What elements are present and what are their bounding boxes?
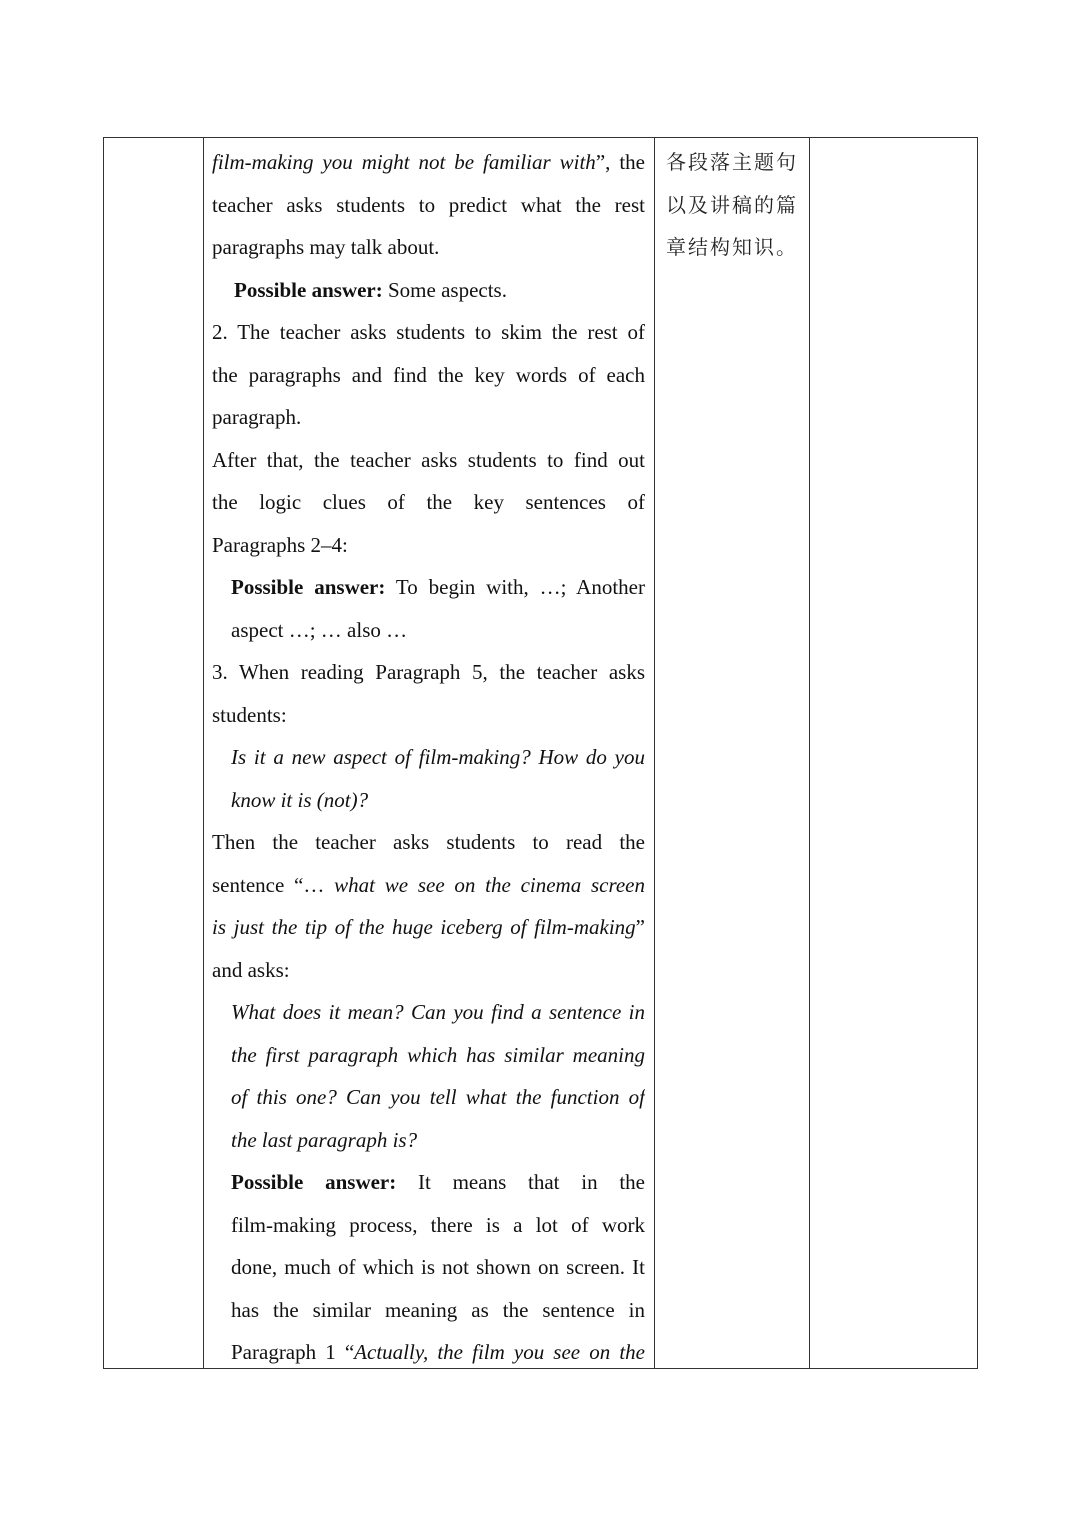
- text-span: Some aspects.: [382, 277, 507, 302]
- text-span: Then the teacher asks students to read the: [212, 830, 645, 854]
- purpose-line: 以及讲稿的篇: [666, 192, 798, 217]
- text-span: the paragraphs and find the key words of each: [212, 362, 645, 387]
- text-line: [212, 1076, 645, 1119]
- text-span: and asks:: [212, 957, 290, 982]
- text-line: [212, 1161, 645, 1204]
- bold-label: Possible answer:: [234, 277, 383, 302]
- text-line: [212, 779, 645, 822]
- text-line: [212, 1246, 645, 1289]
- table-cell-step: [104, 138, 204, 1368]
- text-line: [212, 906, 645, 949]
- text-span: paragraph.: [212, 405, 302, 429]
- text-span: done, much of which is not shown on screen. It: [231, 1255, 645, 1279]
- italic-text: Actually, the film you see on the: [354, 1340, 645, 1364]
- text-line: [212, 736, 645, 779]
- text-line: [212, 1204, 645, 1247]
- bold-label: Possible answer:: [231, 575, 386, 599]
- italic-text: the last paragraph is?: [231, 1127, 418, 1152]
- text-span: 3. When reading Paragraph 5, the teacher asks: [212, 660, 645, 684]
- purpose-line: 各段落主题句: [666, 150, 798, 174]
- text-span: Paragraphs 2–4:: [212, 532, 348, 557]
- text-line: [212, 651, 645, 694]
- text-span: paragraphs may talk about.: [212, 235, 440, 259]
- text-span: sentence “…: [212, 872, 335, 897]
- text-line: [212, 269, 645, 312]
- text-span: After that, the teacher asks students to find out: [212, 447, 645, 472]
- text-line: [212, 1119, 645, 1162]
- text-span: ”: [635, 915, 645, 939]
- text-line: [212, 396, 645, 439]
- text-line: [212, 694, 645, 737]
- text-span: aspect …; … also …: [231, 617, 408, 642]
- text-span: students:: [212, 702, 287, 727]
- text-line: [212, 184, 645, 227]
- italic-text: the first paragraph which has similar meaning: [231, 1042, 645, 1067]
- text-line: [212, 821, 645, 864]
- text-span: has the similar meaning as the sentence in: [231, 1297, 645, 1322]
- text-line: [212, 481, 645, 524]
- text-line: [212, 864, 645, 907]
- italic-text: What does it mean? Can you find a sentence in: [231, 1000, 645, 1024]
- text-line: [212, 1034, 645, 1077]
- purpose-line: 章结构知识。: [666, 235, 798, 259]
- text-line: [212, 566, 645, 609]
- italic-text: Is it a new aspect of film-making? How do you: [231, 745, 645, 769]
- italic-text: is just the tip of the huge iceberg of film-making: [212, 915, 636, 939]
- text-line: [212, 949, 645, 992]
- text-line: [212, 1289, 645, 1332]
- table-cell-notes: [810, 138, 977, 1368]
- table-cell-activities: [204, 138, 655, 1368]
- text-span: ”, the: [595, 150, 645, 174]
- text-span: film-making process, there is a lot of work: [231, 1212, 645, 1237]
- text-line: [212, 311, 645, 354]
- table-cell-purpose: [655, 138, 810, 1368]
- lesson-plan-table: [103, 137, 978, 1369]
- italic-text: film-making you might not be familiar with: [212, 150, 596, 174]
- text-line: [212, 524, 645, 567]
- bold-label: Possible answer:: [231, 1170, 397, 1194]
- italic-text: know it is (not)?: [231, 787, 369, 812]
- text-line: [212, 1331, 645, 1374]
- text-line: [212, 609, 645, 652]
- text-line: [212, 354, 645, 397]
- text-span: To begin with, …; Another: [385, 575, 645, 599]
- text-span: the logic clues of the key sentences of: [212, 490, 645, 514]
- italic-text: of this one? Can you tell what the function of: [231, 1085, 645, 1109]
- italic-text: what we see on the cinema screen: [334, 872, 645, 897]
- text-span: Paragraph 1 “: [231, 1340, 355, 1364]
- text-line: [212, 439, 645, 482]
- text-line: [212, 141, 645, 184]
- text-span: It means that in the: [396, 1170, 645, 1194]
- text-line: [212, 991, 645, 1034]
- text-span: 2. The teacher asks students to skim the rest of: [212, 320, 645, 344]
- text-span: teacher asks students to predict what the rest: [212, 192, 645, 217]
- text-line: [212, 226, 645, 269]
